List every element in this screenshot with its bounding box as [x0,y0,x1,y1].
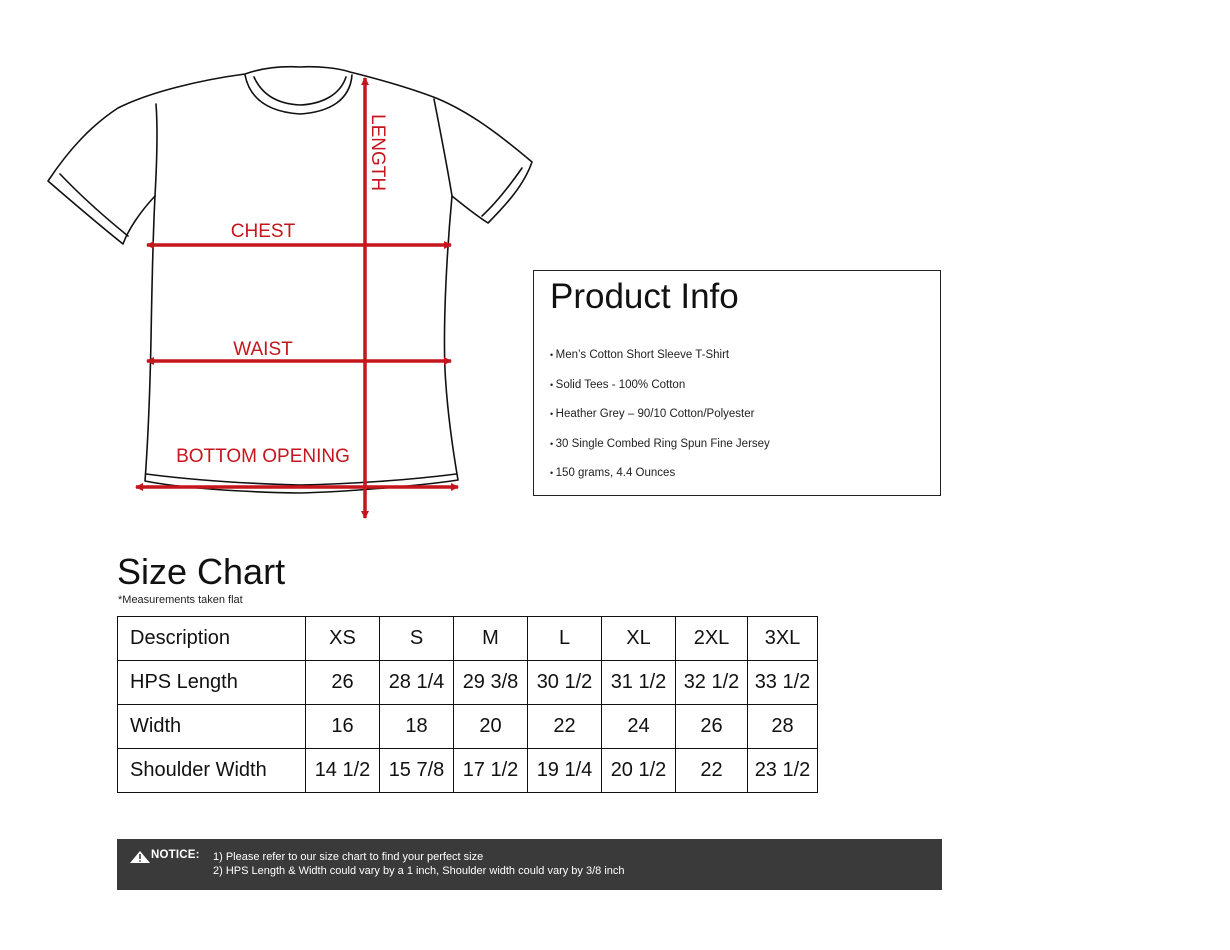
table-cell: 22 [676,749,748,793]
table-cell: 20 [454,705,528,749]
length-label: LENGTH [367,114,388,192]
table-cell: 19 1/4 [528,749,602,793]
table-header-cell: S [380,617,454,661]
table-cell: Shoulder Width [118,749,306,793]
table-cell: 24 [602,705,676,749]
table-cell: 32 1/2 [676,661,748,705]
notice-line: 1) Please refer to our size chart to find your perfect size [213,851,484,863]
table-cell: 29 3/8 [454,661,528,705]
table-row [118,661,818,705]
table-cell: 20 1/2 [602,749,676,793]
table-cell: 26 [676,705,748,749]
product-info-list [550,347,770,495]
table-header-cell: Description [118,617,306,661]
table-cell: 17 1/2 [454,749,528,793]
table-cell: 18 [380,705,454,749]
table-cell: 23 1/2 [748,749,818,793]
size-chart-note: *Measurements taken flat [118,594,243,606]
notice-label: NOTICE: [151,849,200,861]
product-info-box [533,270,941,496]
table-header-cell: 2XL [676,617,748,661]
table-row [118,705,818,749]
product-info-title: Product Info [550,277,739,316]
table-header-row [118,617,818,661]
tshirt-outline-icon [48,67,532,493]
table-header-cell: M [454,617,528,661]
size-chart-table [117,616,818,793]
table-cell: 28 [748,705,818,749]
bottom-opening-label: BOTTOM OPENING [176,446,350,467]
table-cell: 26 [306,661,380,705]
notice-text [213,850,625,878]
table-cell: 31 1/2 [602,661,676,705]
warning-triangle-icon [130,851,150,863]
table-cell: 14 1/2 [306,749,380,793]
product-info-item: • Solid Tees - 100% Cotton [550,377,770,407]
table-cell: 33 1/2 [748,661,818,705]
table-header-cell: L [528,617,602,661]
tshirt-measurement-diagram [0,0,560,540]
size-chart-title: Size Chart [117,551,286,592]
table-cell: 22 [528,705,602,749]
product-info-item: • Heather Grey – 90/10 Cotton/Polyester [550,406,770,436]
table-header-cell: XS [306,617,380,661]
product-info-item: • 150 grams, 4.4 Ounces [550,465,770,495]
chest-label: CHEST [230,221,296,242]
notice-line: 2) HPS Length & Width could vary by a 1 inch, Shoulder width could vary by 3/8 inch [213,865,625,877]
table-cell: HPS Length [118,661,306,705]
table-row [118,749,818,793]
product-info-item: • Men’s Cotton Short Sleeve T-Shirt [550,347,770,377]
waist-label: WAIST [233,339,293,360]
table-cell: 16 [306,705,380,749]
table-cell: 15 7/8 [380,749,454,793]
table-cell: 28 1/4 [380,661,454,705]
table-cell: Width [118,705,306,749]
table-header-cell: XL [602,617,676,661]
notice-bar [117,839,942,890]
product-info-item: • 30 Single Combed Ring Spun Fine Jersey [550,436,770,466]
table-cell: 30 1/2 [528,661,602,705]
table-header-cell: 3XL [748,617,818,661]
